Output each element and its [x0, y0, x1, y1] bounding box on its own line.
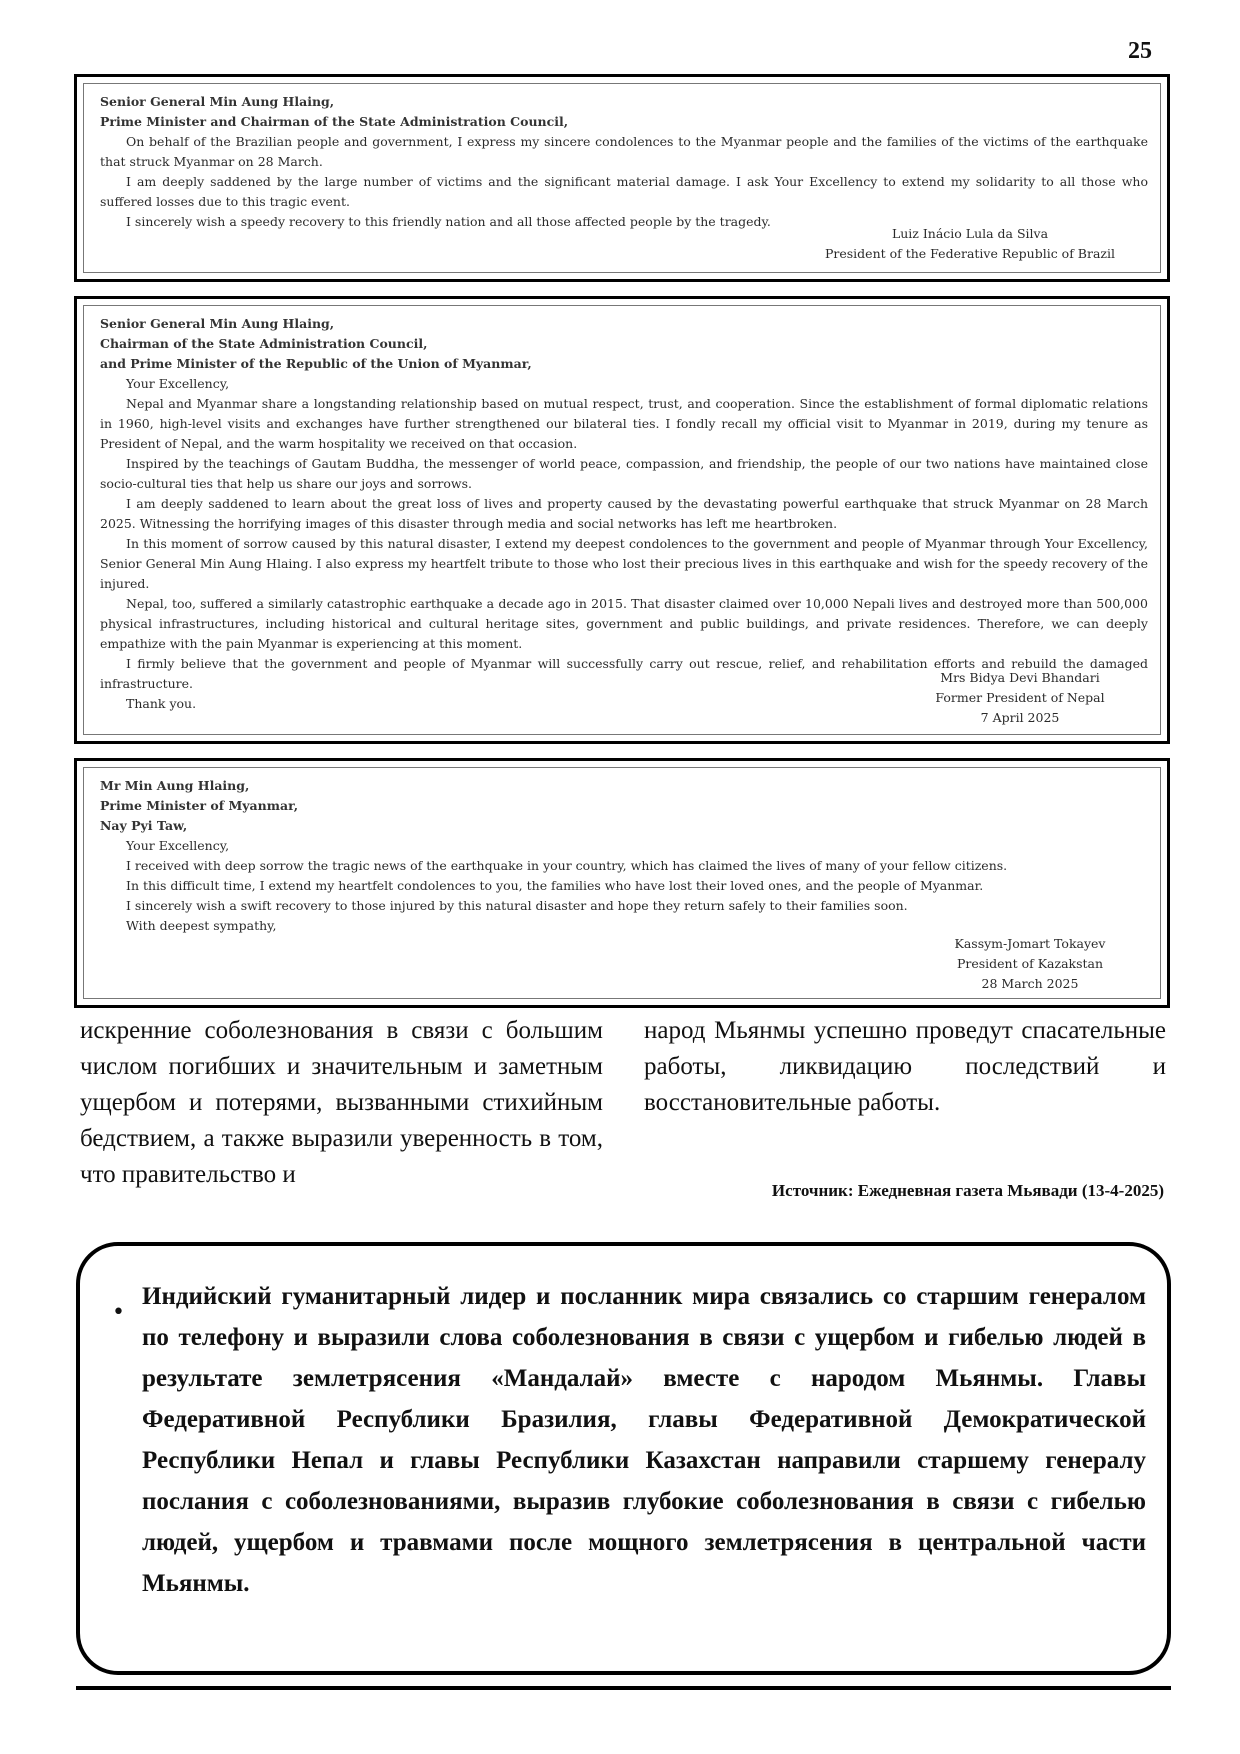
letter-paragraph: On behalf of the Brazilian people and government, I express my sincere condolences to the Myanmar people and the families of the victims of the earthquake that struck Myanmar on 28 March. — [100, 134, 1148, 169]
letter-address-line: Chairman of the State Administration Council, — [100, 336, 428, 351]
letter-address-line: Senior General Min Aung Hlaing, — [100, 316, 335, 331]
letter-address-line: Mr Min Aung Hlaing, — [100, 778, 250, 793]
letter-paragraph: In this difficult time, I extend my heartfelt condolences to you, the families who have lost their loved ones, and the people of Myanmar. — [126, 878, 984, 893]
bullet-icon: • — [112, 1300, 125, 1325]
summary-text: Индийский гуманитарный лидер и посланник мира связались со старшим генералом по телефону и выразили слова соболезнования в связи с ущербом и гибелью людей в результате землетрясения «Мандалай» вместе с народом Мьянмы. Главы Федеративной Республики Бразилия, главы Федеративной Демократической Республики Непал и главы Республики Казахстан направили старшему генералу послания с соболезнованиями, выразив глубокие соболезнования в связи с гибелью людей, ущербом и травмами после мощного землетрясения в центральной части Мьянмы. — [142, 1283, 1146, 1597]
letter-paragraph: I received with deep sorrow the tragic news of the earthquake in your country, which has claimed the lives of many of your fellow citizens. — [126, 858, 1008, 873]
letter-salutation: Your Excellency, — [126, 376, 230, 391]
letter-frame — [83, 83, 1161, 273]
letter-paragraph: In this moment of sorrow caused by this natural disaster, I extend my deepest condolences to the government and people of Myanmar through Your Excellency, Senior General Min Aung Hlaing. I also express my heartfelt tribute to those who lost their precious lives in this earthquake and wish for the speedy recovery of the injured. — [100, 536, 1148, 591]
letter-signature — [940, 934, 1120, 994]
letter-paragraph: I firmly believe that the government and people of Myanmar will successfully carry out rescue, relief, and rehabilitation efforts and rebuild the damaged infrastructure. — [100, 656, 1148, 691]
signature-name: Kassym-Jomart Tokayev — [954, 936, 1106, 951]
signature-title: President of the Federative Republic of Brazil — [824, 246, 1116, 261]
letter-closing: Thank you. — [126, 696, 197, 711]
letter-address-line: Prime Minister of Myanmar, — [100, 798, 299, 813]
letter-address-line: Senior General Min Aung Hlaing, — [100, 94, 335, 109]
letter-paragraph: I sincerely wish a swift recovery to those injured by this natural disaster and hope they return safely to their families soon. — [126, 898, 908, 913]
letter-frame — [83, 305, 1161, 735]
signature-name: Mrs Bidya Devi Bhandari — [940, 670, 1100, 685]
signature-title: Former President of Nepal — [935, 690, 1105, 705]
condolence-letter-nepal — [74, 296, 1170, 744]
page-number: 25 — [1128, 38, 1152, 64]
article-source: Источник: Ежедневная газета Мьявади (13-4-2025) — [771, 1181, 1164, 1200]
letter-salutation: Your Excellency, — [126, 838, 230, 853]
letter-address-line: Nay Pyi Taw, — [100, 818, 188, 833]
bottom-divider — [76, 1686, 1171, 1690]
letter-signature — [920, 668, 1120, 728]
letter-closing: With deepest sympathy, — [126, 918, 277, 933]
letter-paragraph: I am deeply saddened by the large number of victims and the significant material damage. I ask Your Excellency to extend my solidarity to all those who suffered losses due to this tragic event. — [100, 174, 1148, 209]
article-right-column: народ Мьянмы успешно проведут спасательные работы, ликвидацию последствий и восстановительные работы. — [644, 1017, 1166, 1116]
letter-paragraph: I am deeply saddened to learn about the great loss of lives and property caused by the devastating powerful earthquake that struck Myanmar on 28 March 2025. Witnessing the horrifying images of this disaster through media and social networks has left me heartbroken. — [100, 496, 1148, 531]
condolence-letter-brazil — [74, 74, 1170, 282]
letter-address-line: Prime Minister and Chairman of the State Administration Council, — [100, 114, 569, 129]
letter-address-line: and Prime Minister of the Republic of the Union of Myanmar, — [100, 356, 532, 371]
letter-paragraph: Nepal, too, suffered a similarly catastrophic earthquake a decade ago in 2015. That disaster claimed over 10,000 Nepali lives and destroyed more than 500,000 physical infrastructures, including historical and cultural heritage sites, government and public buildings, and private residences. Therefore, we can deeply empathize with the pain Myanmar is experiencing at this moment. — [100, 596, 1148, 651]
signature-date: 7 April 2025 — [980, 710, 1060, 725]
condolence-letter-kazakhstan — [74, 758, 1170, 1008]
signature-date: 28 March 2025 — [981, 976, 1079, 991]
article-left-column: искренние соболезнования в связи с большим числом погибших и значительным и заметным ущербом и потерями, вызванными стихийным бедствием, а также выразили уверенность в том, что правительство и — [80, 1017, 603, 1188]
signature-name: Luiz Inácio Lula da Silva — [891, 226, 1049, 241]
letter-signature — [820, 224, 1120, 264]
letter-paragraph: I sincerely wish a speedy recovery to this friendly nation and all those affected people by the tragedy. — [126, 214, 771, 229]
letter-paragraph: Inspired by the teachings of Gautam Buddha, the messenger of world peace, compassion, and friendship, the people of our two nations have maintained close socio-cultural ties that help us share our joys and sorrows. — [100, 456, 1148, 491]
letter-frame — [83, 767, 1161, 999]
signature-title: President of Kazakstan — [956, 956, 1104, 971]
summary-box — [76, 1242, 1171, 1675]
letter-paragraph: Nepal and Myanmar share a longstanding relationship based on mutual respect, trust, and cooperation. Since the establishment of formal diplomatic relations in 1960, high-level visits and exchanges have further strengthened our bilateral ties. I fondly recall my official visit to Myanmar in 2019, during my tenure as President of Nepal, and the warm hospitality we received on that occasion. — [100, 396, 1148, 451]
